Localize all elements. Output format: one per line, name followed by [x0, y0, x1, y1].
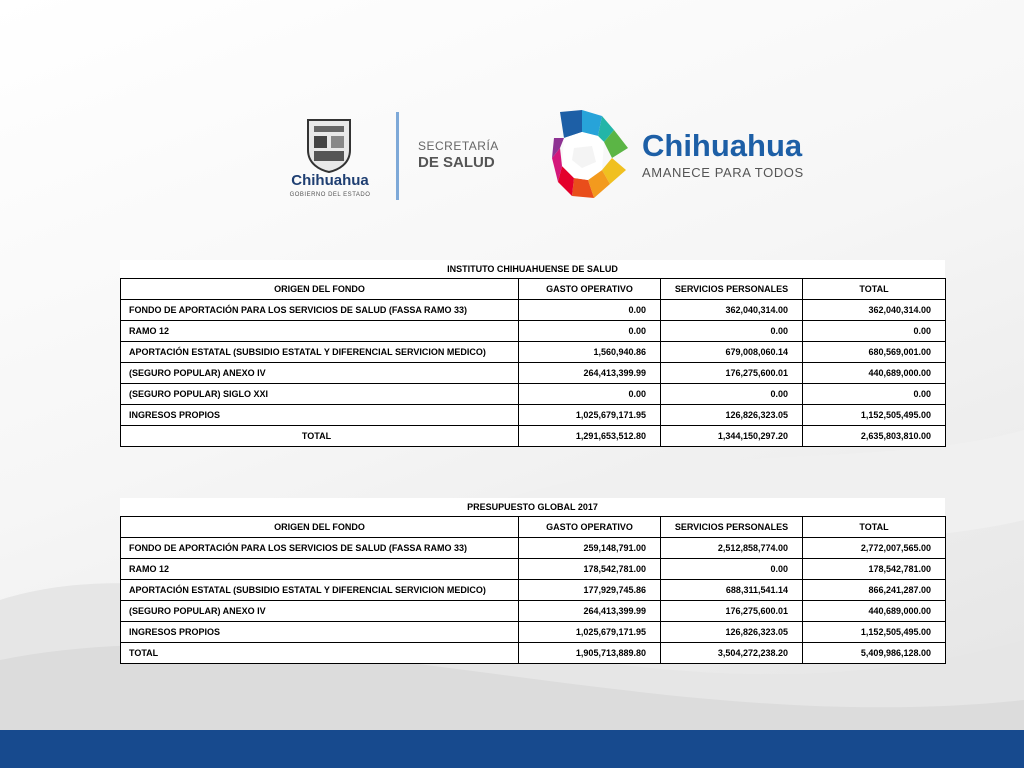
row-total: 866,241,287.00 [803, 580, 946, 601]
table-row [121, 538, 946, 559]
total-servicios-personales: 1,344,150,297.20 [661, 426, 803, 447]
servicios-personales: 0.00 [661, 321, 803, 342]
table-row [121, 559, 946, 580]
gasto-operativo: 1,025,679,171.95 [519, 622, 661, 643]
servicios-personales: 176,275,600.01 [661, 601, 803, 622]
row-total: 178,542,781.00 [803, 559, 946, 580]
row-total: 1,152,505,495.00 [803, 405, 946, 426]
servicios-personales: 0.00 [661, 384, 803, 405]
gasto-operativo: 1,560,940.86 [519, 342, 661, 363]
gasto-operativo: 0.00 [519, 321, 661, 342]
table-total-row [121, 426, 946, 447]
row-total: 2,772,007,565.00 [803, 538, 946, 559]
gasto-operativo: 259,148,791.00 [519, 538, 661, 559]
servicios-personales: 2,512,858,774.00 [661, 538, 803, 559]
fund-origin: FONDO DE APORTACIÓN PARA LOS SERVICIOS DE SALUD (FASSA RAMO 33) [121, 538, 519, 559]
gasto-operativo: 178,542,781.00 [519, 559, 661, 580]
fund-origin: INGRESOS PROPIOS [121, 405, 519, 426]
state-coat-of-arms-icon [304, 116, 354, 174]
fund-origin: RAMO 12 [121, 559, 519, 580]
gasto-operativo: 0.00 [519, 300, 661, 321]
table-row [121, 601, 946, 622]
fund-origin: RAMO 12 [121, 321, 519, 342]
servicios-personales: 362,040,314.00 [661, 300, 803, 321]
gobierno-brand: Chihuahua [291, 172, 369, 189]
fund-origin: (SEGURO POPULAR) ANEXO IV [121, 363, 519, 384]
fund-origin: FONDO DE APORTACIÓN PARA LOS SERVICIOS DE SALUD (FASSA RAMO 33) [121, 300, 519, 321]
grand-total: 5,409,986,128.00 [803, 643, 946, 664]
total-label: TOTAL [121, 426, 519, 447]
table-row [121, 363, 946, 384]
servicios-personales: 176,275,600.01 [661, 363, 803, 384]
gasto-operativo: 1,025,679,171.95 [519, 405, 661, 426]
secretaria-line2: DE SALUD [418, 154, 495, 171]
row-total: 362,040,314.00 [803, 300, 946, 321]
gasto-operativo: 264,413,399.99 [519, 363, 661, 384]
table-row [121, 342, 946, 363]
fund-origin: APORTACIÓN ESTATAL (SUBSIDIO ESTATAL Y DIFERENCIAL SERVICION MEDICO) [121, 342, 519, 363]
total-servicios-personales: 3,504,272,238.20 [661, 643, 803, 664]
table-caption: PRESUPUESTO GLOBAL 2017 [120, 498, 945, 516]
servicios-personales: 679,008,060.14 [661, 342, 803, 363]
row-total: 440,689,000.00 [803, 363, 946, 384]
table-row [121, 321, 946, 342]
budget-table [120, 516, 946, 664]
table-row [121, 405, 946, 426]
column-header: ORIGEN DEL FONDO [121, 279, 519, 300]
column-header: SERVICIOS PERSONALES [661, 279, 803, 300]
column-header: GASTO OPERATIVO [519, 517, 661, 538]
row-total: 1,152,505,495.00 [803, 622, 946, 643]
gobierno-subtitle: GOBIERNO DEL ESTADO [289, 192, 371, 198]
table-total-row [121, 643, 946, 664]
row-total: 0.00 [803, 321, 946, 342]
row-total: 440,689,000.00 [803, 601, 946, 622]
table-caption: INSTITUTO CHIHUAHUENSE DE SALUD [120, 260, 945, 278]
servicios-personales: 126,826,323.05 [661, 405, 803, 426]
total-gasto-operativo: 1,905,713,889.80 [519, 643, 661, 664]
colorful-state-map-icon [552, 108, 630, 202]
servicios-personales: 688,311,541.14 [661, 580, 803, 601]
table-header-row [121, 517, 946, 538]
chihuahua-brand-title: Chihuahua [642, 128, 803, 163]
gasto-operativo: 0.00 [519, 384, 661, 405]
instituto-table [120, 260, 945, 447]
fund-origin: (SEGURO POPULAR) SIGLO XXI [121, 384, 519, 405]
gasto-operativo: 177,929,745.86 [519, 580, 661, 601]
gobierno-logo [280, 112, 380, 202]
column-header: GASTO OPERATIVO [519, 279, 661, 300]
servicios-personales: 0.00 [661, 559, 803, 580]
secretaria-line1: SECRETARÍA [418, 139, 499, 153]
row-total: 0.00 [803, 384, 946, 405]
table-row [121, 384, 946, 405]
fund-origin: APORTACIÓN ESTATAL (SUBSIDIO ESTATAL Y DIFERENCIAL SERVICION MEDICO) [121, 580, 519, 601]
table-header-row [121, 279, 946, 300]
column-header: TOTAL [803, 517, 946, 538]
servicios-personales: 126,826,323.05 [661, 622, 803, 643]
chihuahua-tagline: AMANECE PARA TODOS [642, 165, 804, 180]
presupuesto-global-table [120, 498, 945, 664]
table-row [121, 622, 946, 643]
column-header: SERVICIOS PERSONALES [661, 517, 803, 538]
table-row [121, 300, 946, 321]
row-total: 680,569,001.00 [803, 342, 946, 363]
total-label: TOTAL [121, 643, 519, 664]
total-gasto-operativo: 1,291,653,512.80 [519, 426, 661, 447]
header-divider [396, 112, 399, 200]
fund-origin: INGRESOS PROPIOS [121, 622, 519, 643]
column-header: TOTAL [803, 279, 946, 300]
fund-origin: (SEGURO POPULAR) ANEXO IV [121, 601, 519, 622]
column-header: ORIGEN DEL FONDO [121, 517, 519, 538]
grand-total: 2,635,803,810.00 [803, 426, 946, 447]
footer-bar [0, 730, 1024, 768]
gasto-operativo: 264,413,399.99 [519, 601, 661, 622]
table-row [121, 580, 946, 601]
budget-table [120, 278, 946, 447]
